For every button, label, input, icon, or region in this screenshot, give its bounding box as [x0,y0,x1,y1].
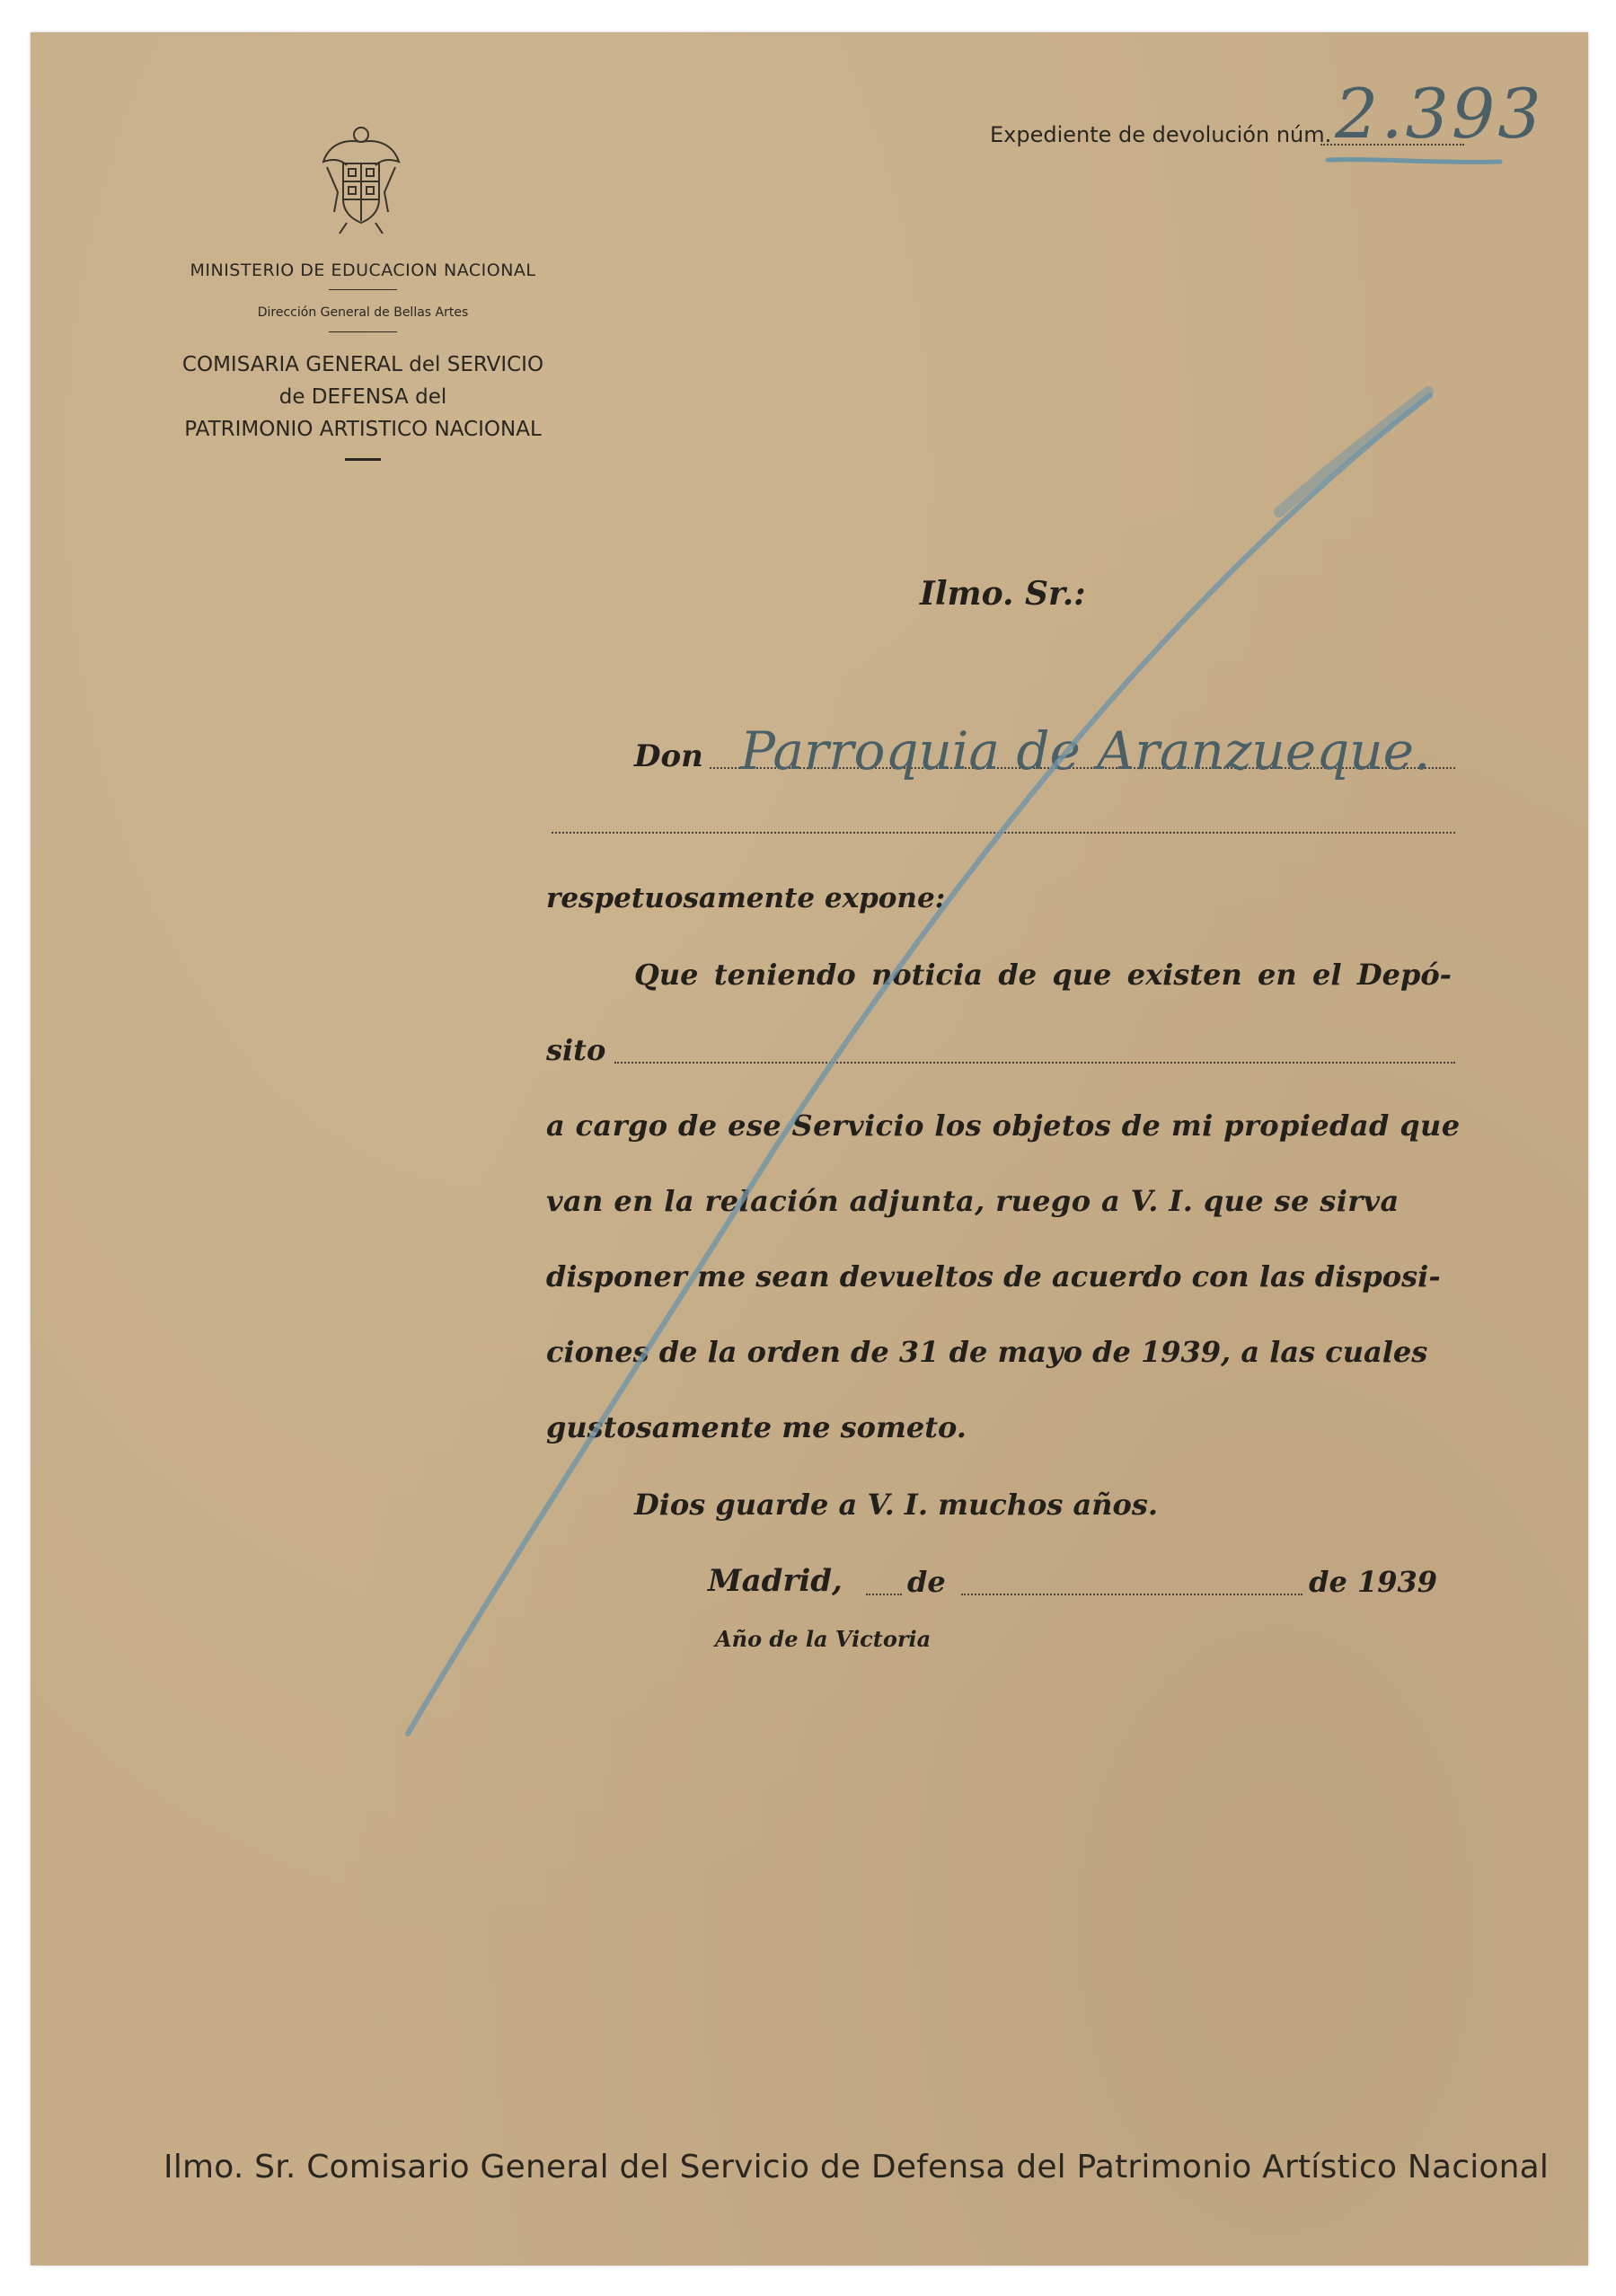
applicant-value: Parroquia de Aranzueque. [740,720,1431,782]
divider [329,289,397,290]
closing-text: Dios guarde a V. I. muchos años. [634,1488,1159,1522]
intro-text: respetuosamente expone: [546,882,946,914]
file-number-label: Expediente de devolución núm. [990,122,1332,147]
addressee: Ilmo. Sr. Comisario General del Servicio de Defensa del Patrimonio Artístico Nacional [163,2149,1550,2186]
body-line: gustosamente me someto. [546,1410,967,1444]
commission-line: COMISARIA GENERAL del SERVICIO [181,353,544,376]
commission-line: PATRIMONIO ARTISTICO NACIONAL [184,418,542,441]
pencil-stroke [372,356,1468,1757]
file-number-value: 2.393 [1335,74,1544,154]
commission-line: de DEFENSA del [278,385,447,409]
body-word: que [1052,958,1112,992]
divider [329,331,397,332]
directorate-name: Dirección General de Bellas Artes [257,305,469,320]
applicant-label: Don [634,738,703,774]
ministry-name: MINISTERIO DE EDUCACION NACIONAL [190,261,536,280]
body-word: existen [1126,958,1242,992]
body-line: disponer me sean devueltos de acuerdo con las disposi- [546,1259,1441,1294]
place-year: de 1939 [1309,1565,1437,1599]
body-line: van en la relación adjunta, ruego a V. I. que se sirva [546,1184,1400,1218]
place-de: de [907,1565,946,1599]
body-line: a cargo de ese Servicio los objetos de mi propiedad que [546,1108,1461,1143]
underline-mark [1324,155,1504,167]
body-word: el [1312,958,1342,992]
body-word: teniendo [713,958,856,992]
place-city: Madrid, [708,1563,843,1599]
era-text: Año de la Victoria [715,1626,932,1652]
body-word: en [1258,958,1297,992]
coat-of-arms-icon [316,122,406,235]
body-word: de [998,958,1038,992]
body-line: ciones de la orden de 31 de mayo de 1939, a las cuales [546,1335,1428,1369]
document-sheet [31,32,1588,2265]
body-word: noticia [871,958,983,992]
body-word: Depó- [1356,958,1452,992]
salutation: Ilmo. Sr.: [920,575,1086,613]
body-line: sito [546,1033,606,1067]
body-word: Que [634,958,699,992]
